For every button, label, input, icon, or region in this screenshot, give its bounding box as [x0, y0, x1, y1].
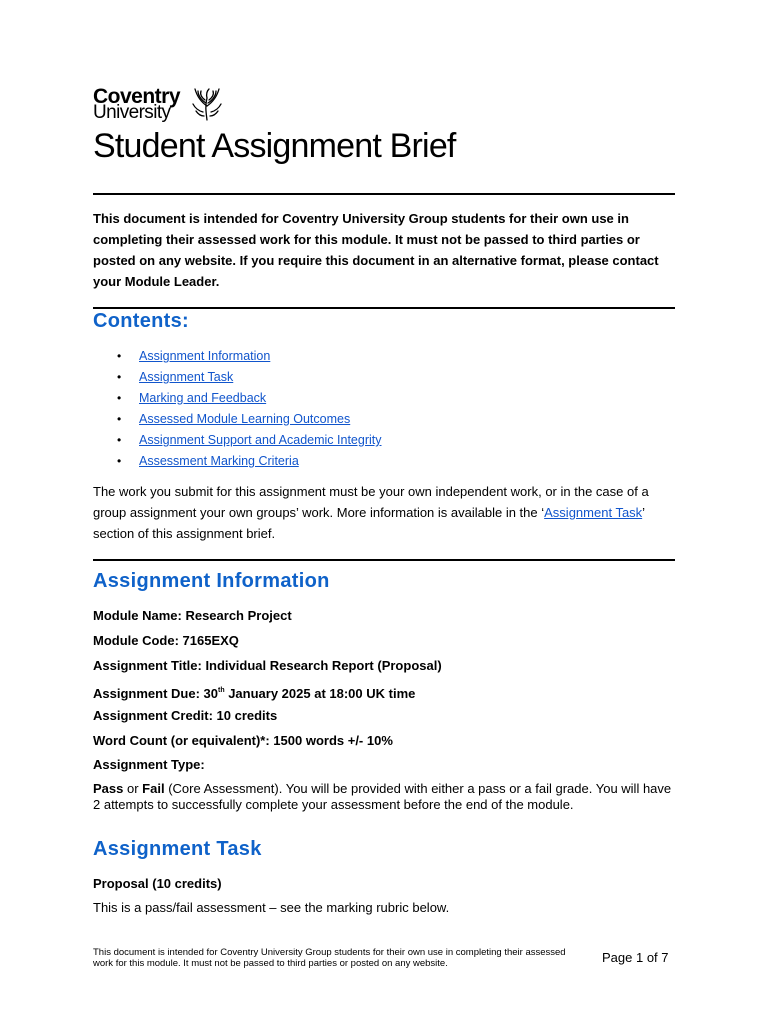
proposal-subheading: Proposal (10 credits)	[93, 876, 222, 891]
document-title: Student Assignment Brief	[93, 127, 456, 165]
divider	[93, 559, 675, 561]
toc-link-marking-criteria[interactable]: Assessment Marking Criteria	[139, 454, 299, 468]
bullet: •	[117, 454, 122, 468]
pass-label: Pass	[93, 781, 124, 796]
footer-notice: This document is intended for Coventry University Group students for their own use in completing their assessed work for this module. It must not be passed to third parties or posted on any website.	[93, 947, 566, 969]
bullet: •	[117, 433, 122, 447]
toc-link-support-integrity[interactable]: Assignment Support and Academic Integrity	[139, 433, 382, 447]
assignment-task-link[interactable]: Assignment Task	[544, 505, 643, 520]
bullet: •	[117, 349, 122, 363]
type-desc-text: (Core Assessment). You will be provided with either a pass or a fail grade. You will have 2 attempts to successfully complete your assessment before the end of the module.	[93, 781, 672, 812]
pass-fail-note: This is a pass/fail assessment – see the marking rubric below.	[93, 900, 450, 915]
logo-wordmark-line1: Coventry	[93, 85, 181, 108]
bullet: •	[117, 370, 122, 384]
toc-link-assignment-task[interactable]: Assignment Task	[139, 370, 234, 384]
module-code: Module Code: 7165EXQ	[93, 633, 239, 648]
toc-link-learning-outcomes[interactable]: Assessed Module Learning Outcomes	[139, 412, 351, 426]
page-number: Page 1 of 7	[602, 950, 669, 965]
word-count: Word Count (or equivalent)*: 1500 words +/- 10%	[93, 733, 393, 748]
due-suffix: January 2025 at 18:00 UK time	[224, 686, 416, 701]
divider	[93, 307, 675, 309]
assignment-type-description	[93, 781, 675, 813]
logo-wordmark-line2: University	[93, 102, 171, 123]
bullet: •	[117, 391, 122, 405]
note-text: The work you submit for this assignment must be your own independent work, or in the case of a group assignment your own groups’ work. More information is available in the ‘	[93, 484, 649, 520]
note-text: ’ section of this assignment brief.	[93, 505, 645, 541]
assignment-due	[93, 682, 415, 703]
intro-notice: This document is intended for Coventry University Group students for their own use in completing their assessed work for this module. It must not be passed to third parties or posted on any website. If you require this document in an alternative format, please contact your Module Leader.	[93, 211, 659, 289]
assignment-type-label: Assignment Type:	[93, 757, 205, 772]
or-text: or	[123, 781, 143, 796]
toc-link-assignment-information[interactable]: Assignment Information	[139, 349, 271, 363]
phoenix-icon	[189, 86, 225, 122]
module-name: Module Name: Research Project	[93, 608, 292, 623]
coventry-university-logo	[93, 86, 233, 124]
assignment-task-heading: Assignment Task	[93, 838, 262, 860]
bullet: •	[117, 412, 122, 426]
assignment-credit: Assignment Credit: 10 credits	[93, 708, 278, 723]
assignment-title: Assignment Title: Individual Research Report (Proposal)	[93, 658, 442, 673]
toc-link-marking-feedback[interactable]: Marking and Feedback	[139, 391, 267, 405]
assignment-information-heading: Assignment Information	[93, 570, 330, 592]
due-sup: th	[217, 687, 225, 694]
due-prefix: Assignment Due: 30	[93, 686, 218, 701]
divider	[93, 193, 675, 195]
contents-heading: Contents:	[93, 310, 190, 332]
independent-work-note	[93, 481, 675, 544]
fail-label: Fail	[142, 781, 165, 796]
